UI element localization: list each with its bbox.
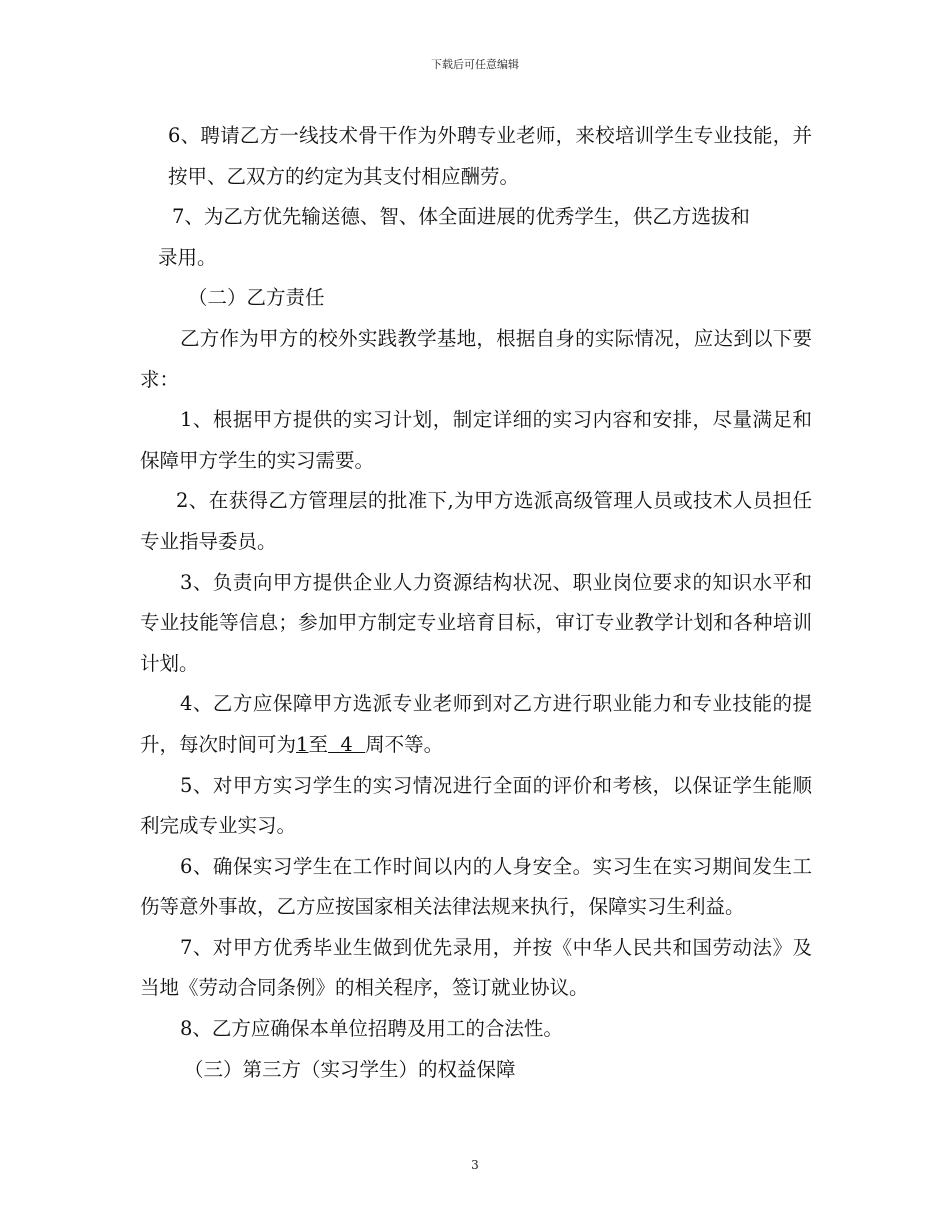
document-body	[140, 116, 812, 1090]
requirement-8: 8、乙方应确保本单位招聘及用工的合法性。	[180, 1017, 563, 1041]
requirement-3: 3、负责向甲方提供企业人力资源结构状况、职业岗位要求的知识水平和专业技能等信息；参加甲方制定专业培育目标，审订专业教学计划和各种培训计划。	[140, 570, 812, 675]
requirement-4-text-pre: 4、乙方应保障甲方选派专业老师到对乙方进行职业能力和专业技能的提升，每次时间可为	[140, 692, 812, 756]
paragraph-7-line2: 录用。	[158, 245, 217, 269]
requirement-7: 7、对甲方优秀毕业生做到优先录用，并按《中华人民共和国劳动法》及当地《劳动合同条例》的相关程序，签订就业协议。	[140, 935, 812, 1000]
page-header-note: 下载后可任意编辑	[431, 58, 519, 71]
requirement-4-num1: 1	[296, 732, 309, 756]
requirement-1: 1、根据甲方提供的实习计划，制定详细的实习内容和安排，尽量满足和保障甲方学生的实习需要。	[140, 408, 812, 472]
paragraph-7-line1: 7、为乙方优先输送德、智、体全面进展的优秀学生，供乙方选拔和	[172, 205, 750, 229]
requirement-2: 2、在获得乙方管理层的批准下,为甲方选派高级管理人员或技术人员担任专业指导委员。	[140, 489, 812, 553]
requirement-4-text-post: 周不等。	[365, 732, 444, 756]
intro-paragraph: 乙方作为甲方的校外实践教学基地，根据自身的实际情况，应达到以下要求：	[140, 326, 812, 391]
section-heading-3: （三）第三方（实习学生）的权益保障	[184, 1057, 516, 1081]
requirement-5: 5、对甲方实习学生的实习情况进行全面的评价和考核，以保证学生能顺利完成专业实习。	[140, 773, 812, 838]
page-number: 3	[471, 1158, 479, 1172]
requirement-6: 6、确保实习学生在工作时间以内的人身安全。实习生在实习期间发生工伤等意外事故，乙方应按国家相关法律法规来执行，保障实习生利益。	[140, 854, 812, 919]
requirement-4	[140, 684, 812, 765]
requirement-4-num2: 4	[327, 732, 366, 756]
section-heading-2: （二）乙方责任	[188, 286, 325, 310]
paragraph-6: 6、聘请乙方一线技术骨干作为外聘专业老师，来校培训学生专业技能，并按甲、乙双方的约定为其支付相应酬劳。	[168, 124, 812, 188]
requirement-4-text-mid: 至	[308, 732, 328, 756]
